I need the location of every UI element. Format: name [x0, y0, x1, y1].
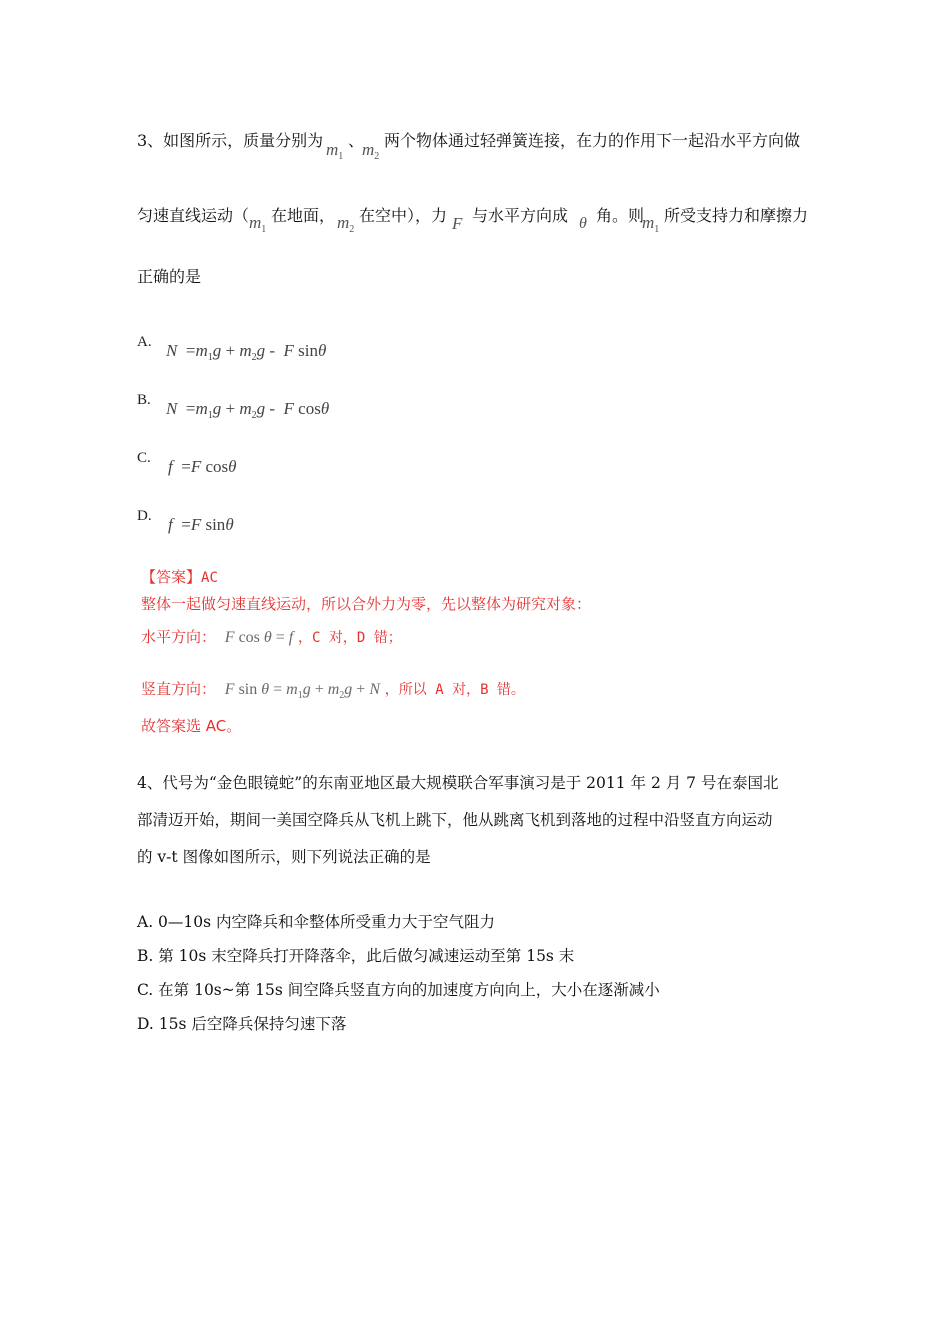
q3-option-c-formula: f =F cosθ — [168, 457, 237, 476]
answer-horizontal: 水平方向： F cos θ = f ，C 对，D 错； — [141, 628, 402, 646]
answer-horizontal-label: 水平方向： — [141, 628, 217, 646]
q3-option-b-formula: $N =m_1g + m_2g - F$ cosθ — [166, 399, 330, 421]
q4-option-d: D. 15s 后空降兵保持匀速下落 — [137, 1015, 347, 1033]
answer-conclusion: 故答案选 AC。 — [141, 717, 242, 735]
q3-text-line3: 正确的是 — [137, 267, 202, 286]
q4-option-b: B. 第 10s 末空降兵打开降落伞，此后做匀减速运动至第 15s 末 — [137, 947, 575, 965]
answer-explanation-1: 整体一起做匀速直线运动，所以合外力为零，先以整体为研究对象： — [141, 595, 592, 613]
q3-text-line2d: 与水平方向成 — [472, 206, 569, 225]
q4-option-a: A. 0—10s 内空降兵和伞整体所受重力大于空气阻力 — [137, 913, 496, 931]
q3-option-c-letter: C. — [137, 450, 151, 466]
answer-horizontal-tail: ，C 对，D 错； — [298, 630, 402, 646]
q3-text-line2a: 匀速直线运动（ — [137, 206, 250, 225]
q3-m1-symbol-2: $m_1$ — [249, 213, 267, 235]
q4-option-c: C. 在第 10s~第 15s 间空降兵竖直方向的加速度方向向上，大小在逐渐减小 — [137, 981, 660, 999]
answer-value: AC — [201, 570, 218, 586]
answer-vertical-label: 竖直方向： — [141, 680, 217, 698]
q4-line-3: 的 v-t 图像如图所示，则下列说法正确的是 — [137, 848, 431, 866]
q3-text-line2f: 所受支持力和摩擦力 — [664, 206, 809, 225]
q3-text-a: 3、如图所示，质量分别为 — [137, 131, 324, 150]
q3-text-line2b: 在地面， — [271, 206, 336, 225]
q3-F-symbol: F — [452, 214, 463, 233]
q3-separator: 、 — [348, 131, 365, 150]
q3-m1-symbol-3: $m_1$ — [642, 213, 660, 235]
q3-option-a-formula: $N =m_1g + m_2g - F$ sinθ — [166, 341, 327, 363]
q3-m2-symbol-2: $m_2$ — [337, 213, 355, 235]
q3-m1-symbol: $m_1$ — [326, 140, 344, 162]
q3-option-b-letter: B. — [137, 392, 151, 408]
q3-text-line2e: 角。则 — [596, 206, 645, 225]
answer-vertical: 竖直方向： F $\sin \theta = m_1g + m_2g + N$ ，所以 A 对，B 错。 — [141, 680, 525, 701]
q3-text-line2c: 在空中），力 — [359, 206, 448, 225]
answer-tag: 【答案】 — [141, 568, 202, 586]
q4-line-1: 4、代号为“金色眼镜蛇”的东南亚地区最大规模联合军事演习是于 2011 年 2 月 7 号在泰国北 — [137, 774, 779, 792]
answer-vertical-tail: ，所以 A 对，B 错。 — [384, 682, 525, 698]
q3-line-1 — [137, 128, 323, 151]
q3-theta-symbol: θ — [579, 215, 587, 232]
q3-option-d-letter: D. — [137, 508, 152, 524]
q4-line-2: 部清迈开始，期间一美国空降兵从飞机上跳下，他从跳离飞机到落地的过程中沿竖直方向运动 — [137, 811, 773, 829]
q3-text-b: 两个物体通过轻弹簧连接，在力的作用下一起沿水平方向做 — [384, 131, 801, 150]
q3-option-a-letter: A. — [137, 334, 152, 350]
answer-line-1 — [141, 566, 218, 587]
q3-m2-symbol: $m_2$ — [362, 140, 380, 162]
q3-option-d-formula: f =F sinθ — [168, 515, 234, 534]
